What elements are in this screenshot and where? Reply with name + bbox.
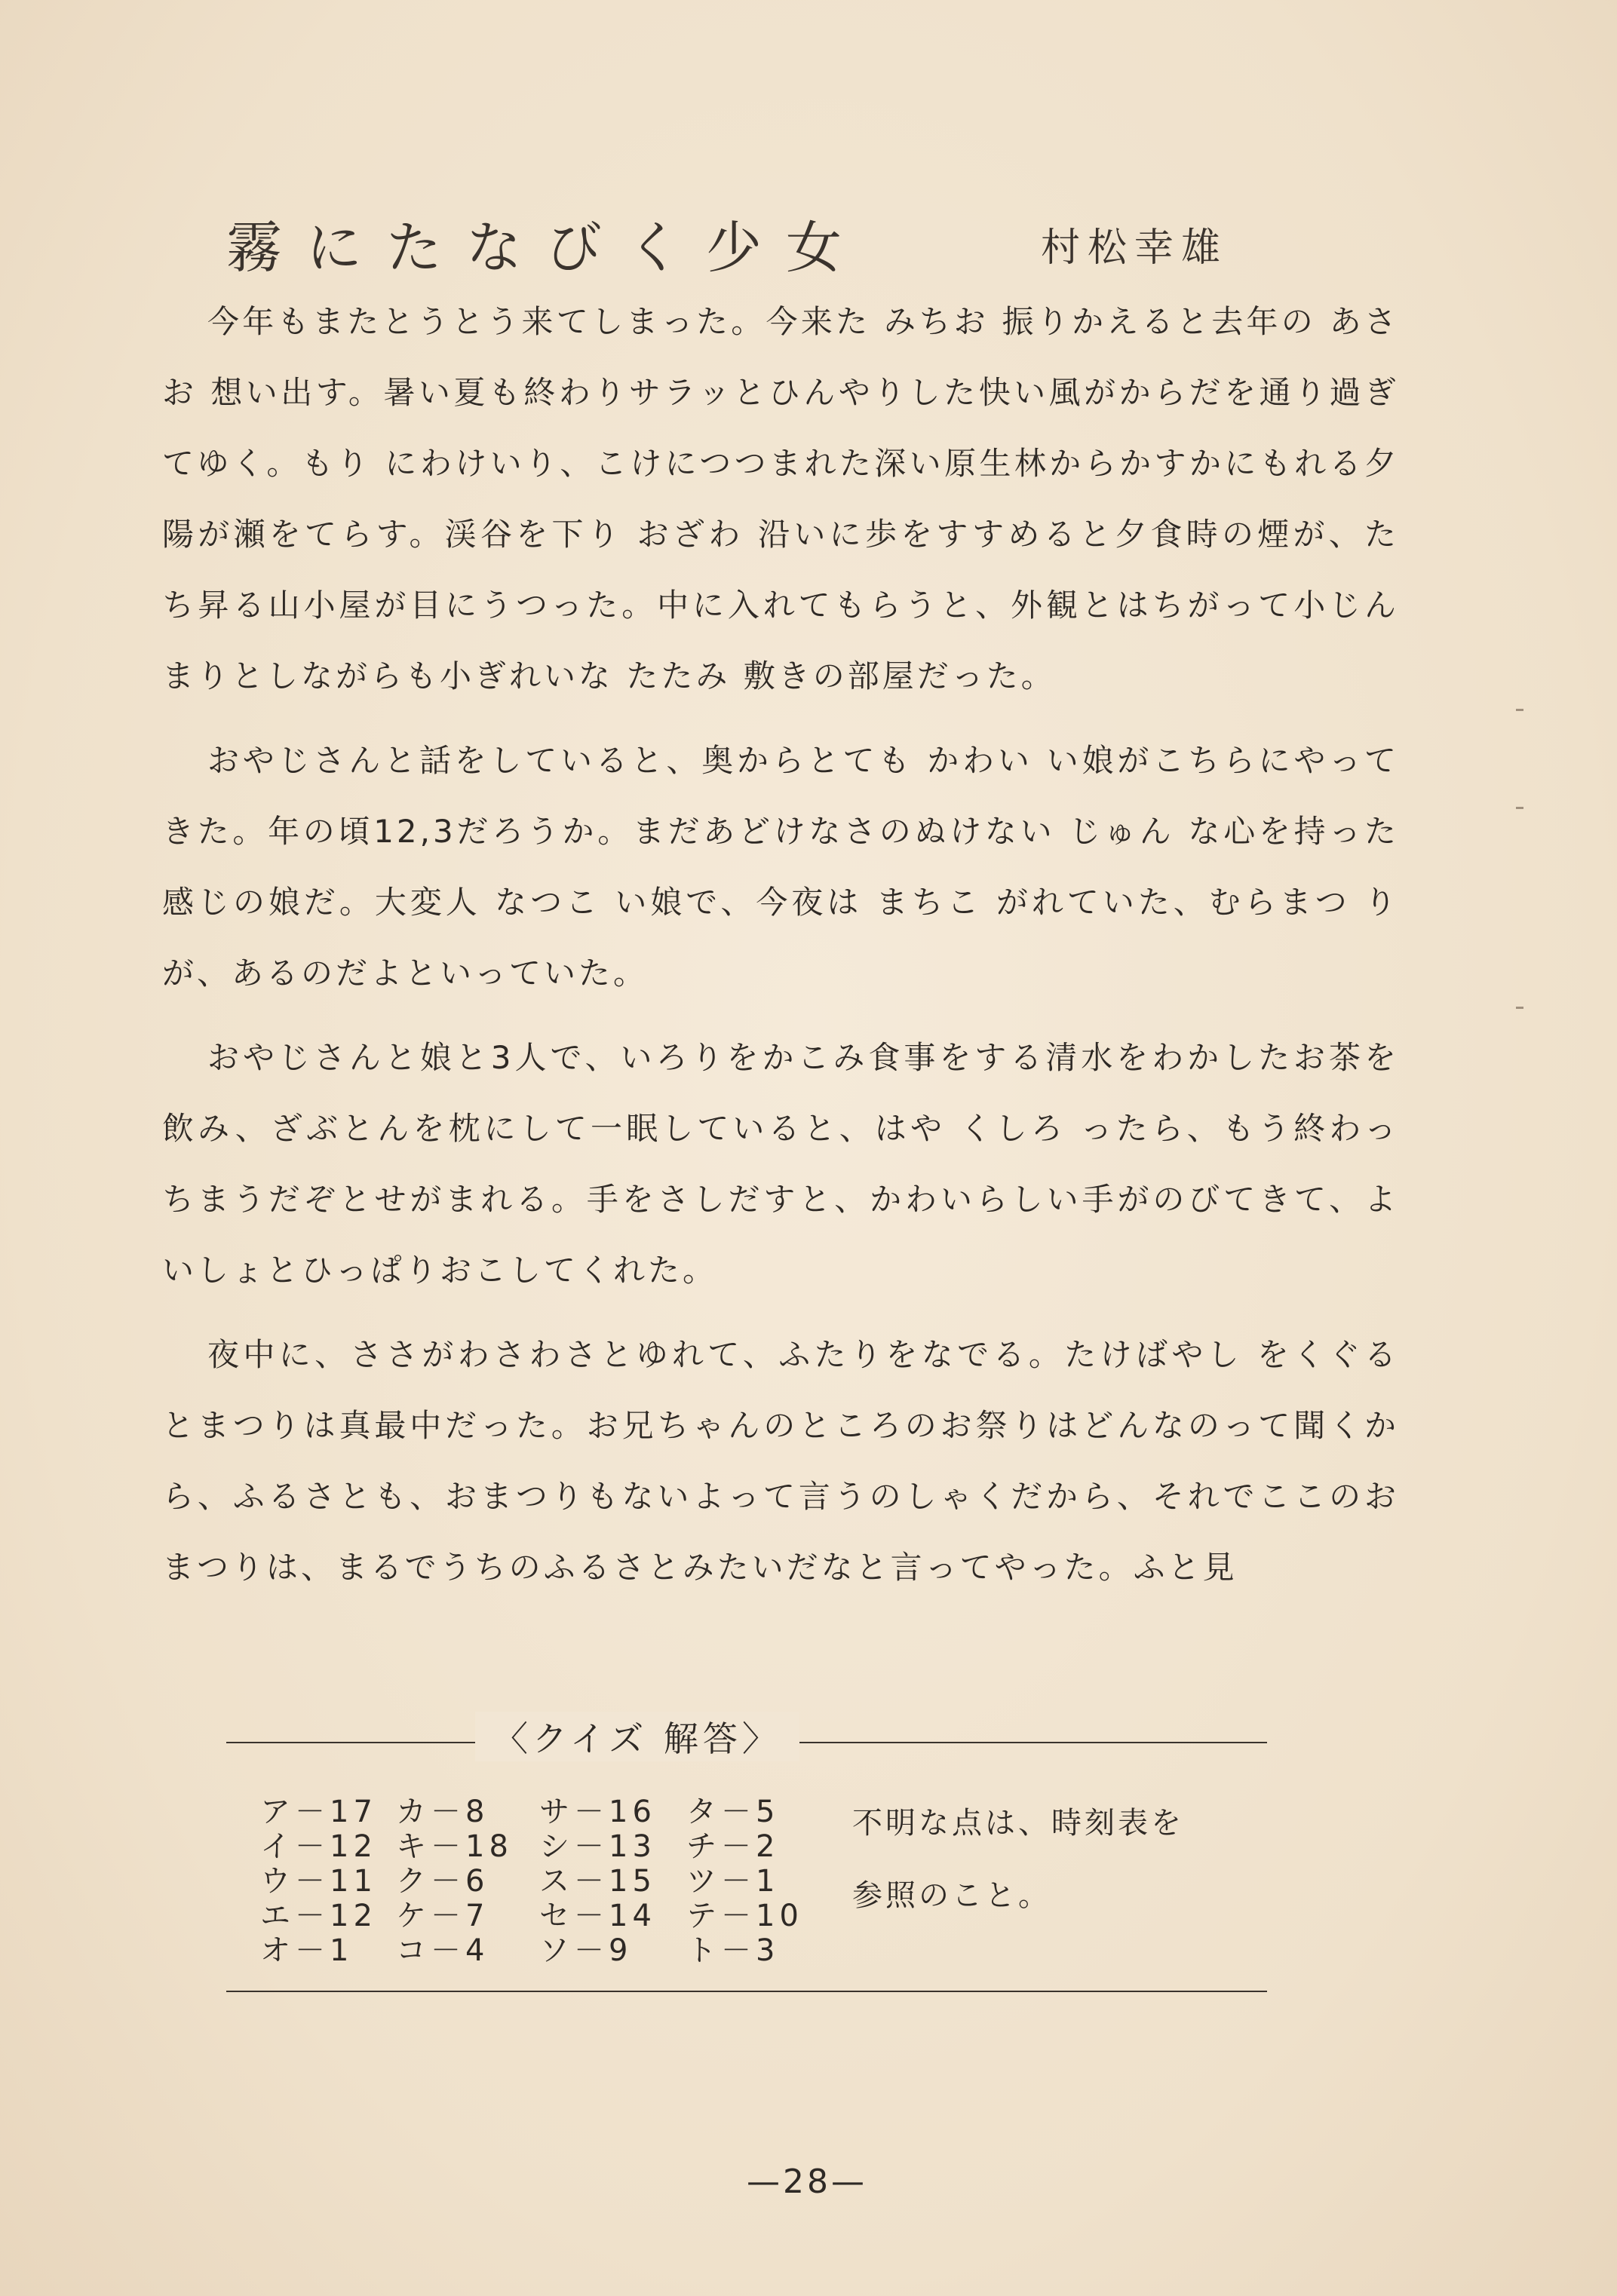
answer-column xyxy=(686,1795,830,1968)
quiz-title: 〈クイズ 解答〉 xyxy=(475,1712,799,1761)
answer-column xyxy=(539,1795,683,1968)
answer-item: エ－12 xyxy=(260,1899,377,1933)
article-author: 村松幸雄 xyxy=(1041,225,1229,271)
answer-item: ス－15 xyxy=(539,1864,656,1899)
answer-item: タ－5 xyxy=(686,1795,780,1829)
paragraph: 夜中に、ささがわさわさとゆれて、ふたりをなでる。たけばやし をくぐるとまつりは真最中だった。お兄ちゃんのところのお祭りはどんなのって聞くから、ふるさとも、おまつりもないよって言うのしゃくだから、それでここのおまつりは、まるでうちのふるさとみたいだなと言ってやった。ふと見 xyxy=(162,1336,1399,1586)
answer-item: ク－6 xyxy=(396,1864,489,1899)
paragraph: 今年もまたとうとう来てしまった。今来た みちお 振りかえると去年の あさお 想い出す。暑い夏も終わりサラッとひんやりした快い風がからだを通り過ぎてゆく。もり にわけいり、こけにつつまれた深い原生林からかすかにもれる夕陽が瀬をてらす。渓谷を下り おざわ 沿いに歩をすすめると夕食時の煙が、たち昇る山小屋が目にうつった。中に入れてもらうと、外観とはちがって小じんまりとしながらも小ぎれいな たたみ 敷きの部屋だった。 xyxy=(162,303,1399,694)
binding-mark xyxy=(1516,807,1523,809)
quiz-answer-box xyxy=(226,1712,1267,1998)
page-number: —28— xyxy=(747,2163,867,2201)
answer-item: ト－3 xyxy=(686,1933,780,1968)
paragraph: おやじさんと話をしていると、奥からとても かわい い娘がこちらにやってきた。年の頃12,3だろうか。まだあどけなさのぬけない じゅん な心を持った感じの娘だ。大変人 なつこ い娘で、今夜は まちこ がれていた、むらまつ りが、あるのだよといっていた。 xyxy=(162,742,1399,992)
quiz-bottom-rule xyxy=(226,1991,1267,1992)
answer-item: コ－4 xyxy=(396,1933,489,1968)
paragraph: おやじさんと娘と3人で、いろりをかこみ食事をする清水をわかしたお茶を飲み、ざぶとんを枕にして一眠していると、はや くしろ ったら、もう終わっちまうだぞとせがまれる。手をさしだすと、かわいらしい手がのびてきて、よいしょとひっぱりおこしてくれた。 xyxy=(162,1039,1399,1289)
answer-item: ツ－1 xyxy=(686,1864,780,1899)
answer-item: カ－8 xyxy=(396,1795,489,1829)
answer-item: サ－16 xyxy=(539,1795,656,1829)
binding-mark xyxy=(1516,709,1523,711)
answer-column xyxy=(396,1795,539,1968)
answer-item: シ－13 xyxy=(539,1829,656,1864)
answer-item: ソ－9 xyxy=(539,1933,633,1968)
answer-item: ウ－11 xyxy=(260,1864,377,1899)
article-title: 霧にたなびく少女 xyxy=(226,216,866,280)
answer-column xyxy=(260,1795,403,1968)
answer-item: イ－12 xyxy=(260,1829,377,1864)
answer-item: ケ－7 xyxy=(396,1899,489,1933)
quiz-note xyxy=(852,1787,1260,1932)
note-line: 不明な点は、時刻表を xyxy=(852,1806,1184,1841)
article-body xyxy=(162,287,1399,1617)
binding-mark xyxy=(1516,1007,1523,1009)
answer-item: オ－1 xyxy=(260,1933,354,1968)
answer-item: チ－2 xyxy=(686,1829,780,1864)
note-line: 参照のこと。 xyxy=(852,1878,1051,1913)
answer-item: キ－18 xyxy=(396,1829,513,1864)
answer-item: テ－10 xyxy=(686,1899,803,1933)
answer-item: ア－17 xyxy=(260,1795,377,1829)
title-row xyxy=(226,204,1433,287)
answer-item: セ－14 xyxy=(539,1899,656,1933)
